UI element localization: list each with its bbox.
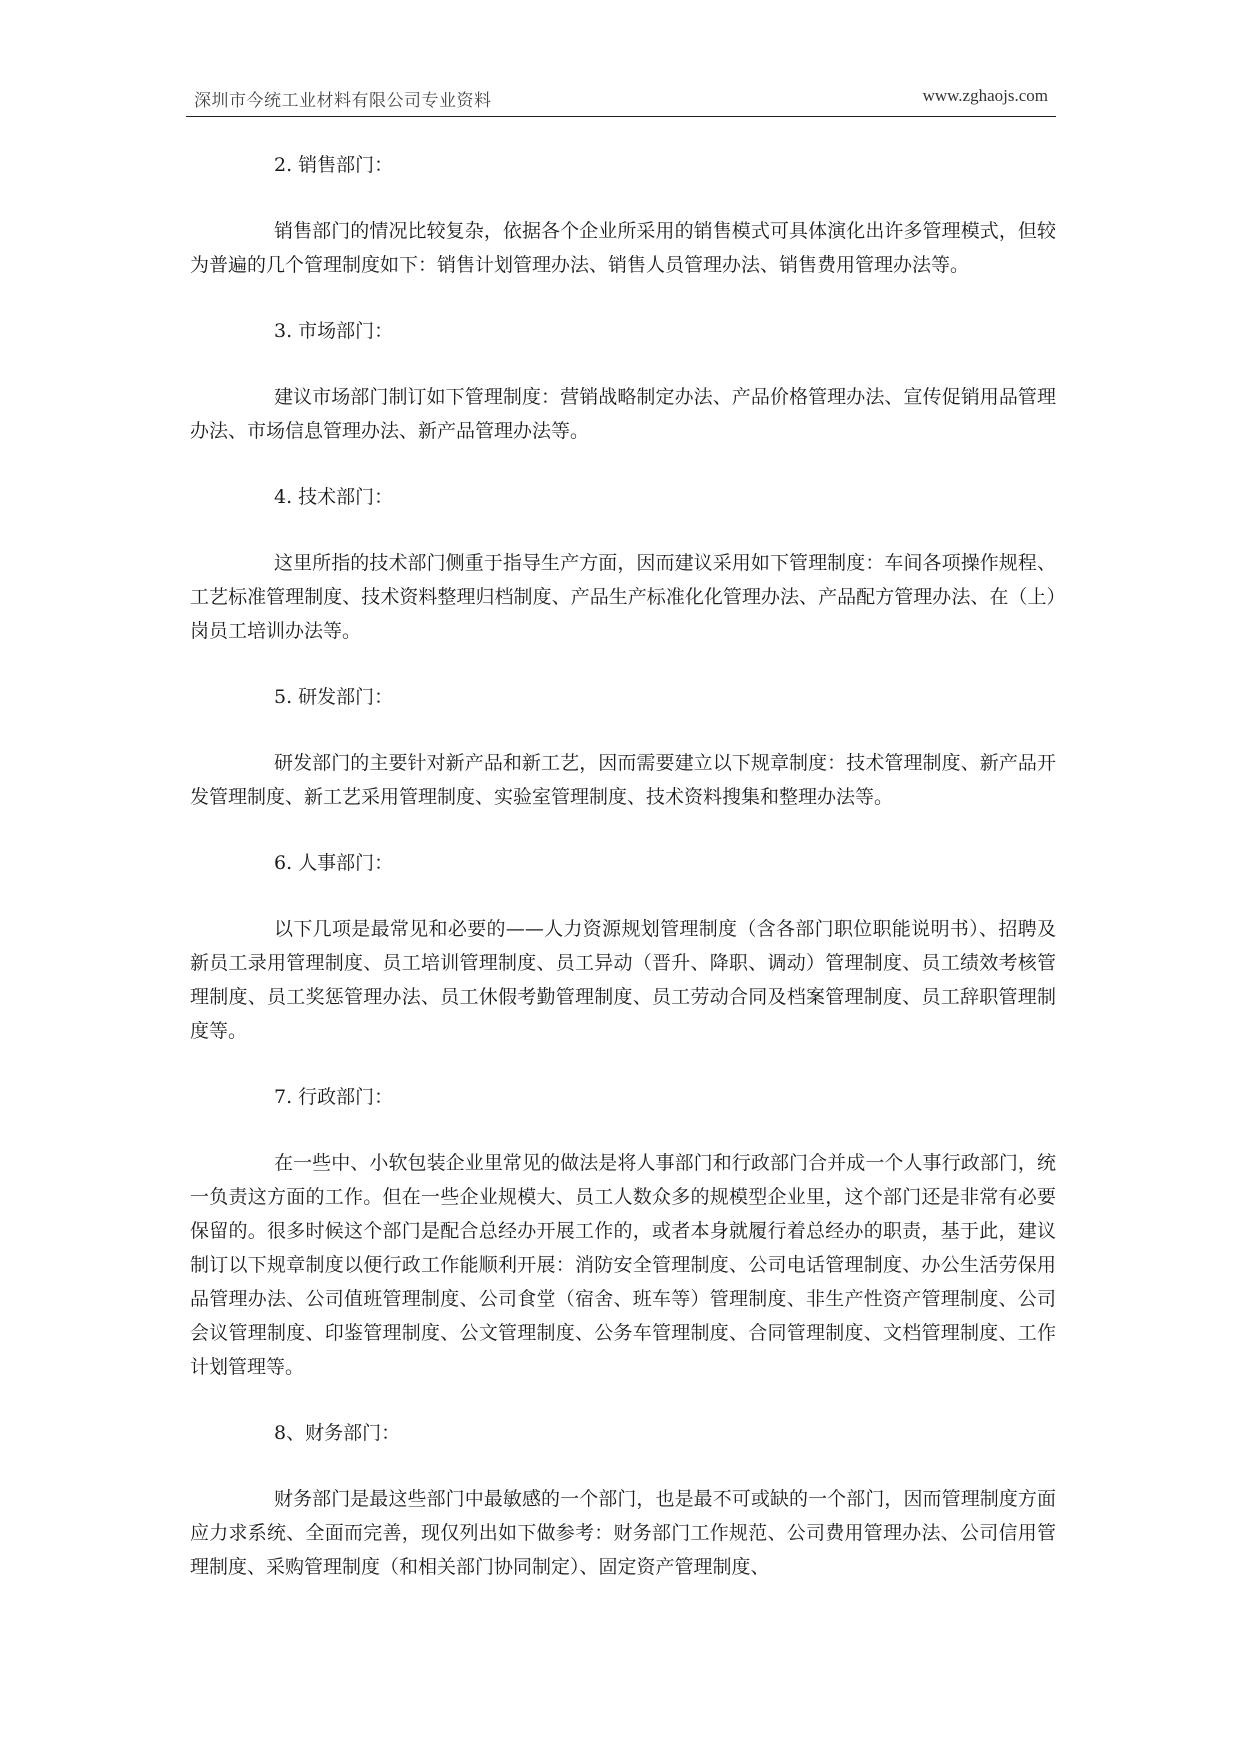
document-body (190, 148, 1056, 1616)
section-heading-sales: 2. 销售部门： (274, 154, 394, 176)
section-text-hr: 以下几项是最常见和必要的——人力资源规划管理制度（含各部门职位职能说明书）、招聘及新员工录用管理制度、员工培训管理制度、员工异动（晋升、降职、调动）管理制度、员工绩效考核管理制度、员工奖惩管理办法、员工休假考勤管理制度、员工劳动合同及档案管理制度、员工辞职管理制度等。 (190, 918, 1056, 1042)
company-name: 深圳市今统工业材料有限公司专业资料 (194, 91, 492, 111)
section-heading-finance: 8、财务部门： (274, 1422, 401, 1444)
section-heading-hr: 6. 人事部门： (274, 852, 394, 874)
section-heading-admin: 7. 行政部门： (274, 1086, 394, 1108)
section-text-marketing: 建议市场部门制订如下管理制度：营销战略制定办法、产品价格管理办法、宣传促销用品管理办法、市场信息管理办法、新产品管理办法等。 (190, 386, 1056, 442)
website-url: www.zghaojs.com (922, 86, 1048, 105)
section-heading-marketing: 3. 市场部门： (274, 320, 394, 342)
section-heading-rnd: 5. 研发部门： (274, 686, 394, 708)
section-text-technical: 这里所指的技术部门侧重于指导生产方面，因而建议采用如下管理制度：车间各项操作规程、工艺标准管理制度、技术资料整理归档制度、产品生产标准化化管理办法、产品配方管理办法、在（上）岗员工培训办法等。 (190, 552, 1056, 642)
section-text-admin: 在一些中、小软包装企业里常见的做法是将人事部门和行政部门合并成一个人事行政部门，统一负责这方面的工作。但在一些企业规模大、员工人数众多的规模型企业里，这个部门还是非常有必要保留的。很多时候这个部门是配合总经办开展工作的，或者本身就履行着总经办的职责，基于此，建议制订以下规章制度以便行政工作能顺利开展：消防安全管理制度、公司电话管理制度、办公生活劳保用品管理办法、公司值班管理制度、公司食堂（宿舍、班车等）管理制度、非生产性资产管理制度、公司会议管理制度、印鉴管理制度、公文管理制度、公务车管理制度、合同管理制度、文档管理制度、工作计划管理等。 (190, 1152, 1056, 1378)
section-text-finance: 财务部门是最这些部门中最敏感的一个部门，也是最不可或缺的一个部门，因而管理制度方面应力求系统、全面而完善，现仅列出如下做参考：财务部门工作规范、公司费用管理办法、公司信用管理制度、采购管理制度（和相关部门协同制定）、固定资产管理制度、 (190, 1488, 1056, 1578)
section-text-rnd: 研发部门的主要针对新产品和新工艺，因而需要建立以下规章制度：技术管理制度、新产品开发管理制度、新工艺采用管理制度、实验室管理制度、技术资料搜集和整理办法等。 (190, 752, 1056, 808)
section-text-sales: 销售部门的情况比较复杂，依据各个企业所采用的销售模式可具体演化出许多管理模式，但较为普遍的几个管理制度如下：销售计划管理办法、销售人员管理办法、销售费用管理办法等。 (190, 220, 1056, 276)
page-header (186, 84, 1056, 117)
section-heading-technical: 4. 技术部门： (274, 486, 394, 508)
